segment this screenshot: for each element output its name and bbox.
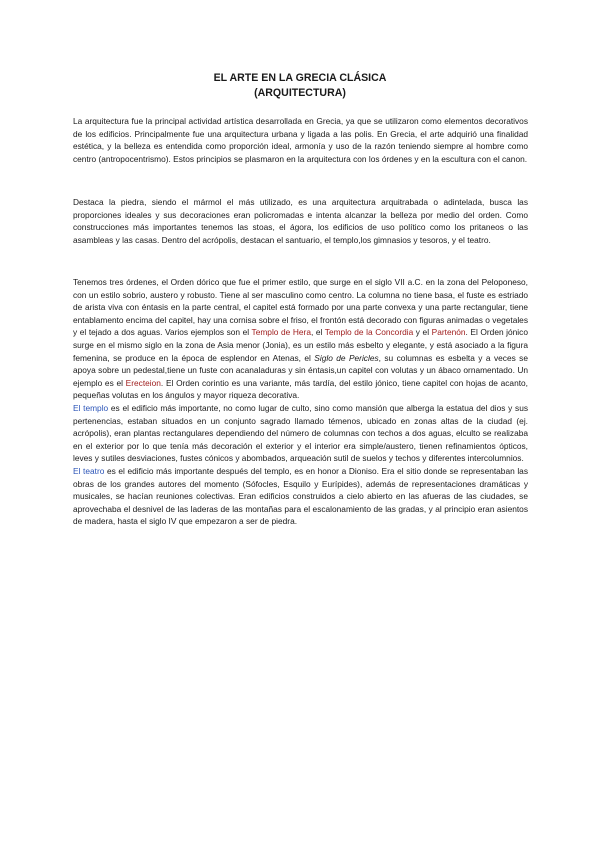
link-erecteion[interactable]: Erecteion: [125, 377, 161, 388]
title-line-1: EL ARTE EN LA GRECIA CLÁSICA: [213, 72, 387, 84]
orders-text-3: y el: [413, 327, 432, 338]
paragraph-theatre: [73, 465, 528, 528]
theatre-label: El teatro: [73, 465, 105, 476]
orders-text-4: . El Orden jónico surge en el mismo siglo en la zona de Asia menor (Jonia), es un estilo más esbelto y elegante, y está asociado a la figura femenina, se produce en la época de esplendor en Atenas, el: [73, 327, 528, 363]
link-partenon[interactable]: Partenón: [431, 327, 466, 338]
paragraph-intro: [73, 115, 528, 165]
paragraph-orders: [73, 276, 528, 402]
link-templo-de-hera[interactable]: Templo de Hera: [251, 327, 311, 338]
document-title: [0, 71, 600, 101]
siglo-de-pericles-text: Siglo de Pericles: [314, 352, 379, 363]
paragraph-materials-text: Destaca la piedra, siendo el mármol el más utilizado, es una arquitectura arquitrabada o adintelada, busca las proporciones ideales y sus decoraciones eran policromadas e intenta alcanzar la belleza por medio del orden. Como construcciones más importantes tenemos las stoas, el ágora, los edificios de uso político como los pritaneos o las asambleas y las casas. Dentro del acrópolis, destacan el santuario, el templo,los gimnasios y tesoros, y el teatro.: [73, 197, 528, 245]
orders-text-5: , su columnas es esbelta y a veces se apoya sobre un pedestal,tiene un fuste con acanaladuras y sin éntasis,un capitel con volutas y un ábaco ornamentado. Un ejemplo es el: [73, 352, 528, 388]
orders-text-2: , el: [310, 327, 325, 338]
paragraph-intro-text: La arquitectura fue la principal actividad artística desarrollada en Grecia, ya que se utilizaron como elementos decorativos de los edificios. Principalmente fue una arquitectura urbana y ligada a las polis. En Grecia, el arte adquirió una finalidad estética, y la belleza es entendida como proporción ideal, armonía y uso de la razón teniendo siempre al hombre como centro (antropocentrismo). Estos principios se plasmaron en la arquitectura con los órdenes y en la escultura con el canon.: [73, 116, 528, 164]
orders-text-6: . El Orden corintio es una variante, más tardía, del estilo jónico, tiene capitel con hojas de acanto, pequeñas volutas en los ángulos y mayor riqueza decorativa.: [73, 377, 528, 401]
orders-text-1: Tenemos tres órdenes, el Orden dórico que fue el primer estilo, que surge en el siglo VII a.C. en la zona del Peloponeso, con un estilo sobrio, austero y robusto. Tiene al ser masculino como centro. La columna no tiene basa, el fuste es estriado de arista viva con éntasis en la parte central, el capitel está formado por una parte convexa y una parte rectangular, tiene entablamento encima del capitel, hay una cornisa sobre el friso, el frontón está decorado con figuras animadas o vegetales y el tejado a dos aguas. Varios ejemplos son el: [73, 277, 528, 338]
paragraph-orders-block: [73, 276, 528, 528]
theatre-text: es el edificio más importante después del templo, es en honor a Dioniso. Era el sitio donde se representaban las obras de los grandes autores del momento (Sófocles, Esquilo y Eurípides), además de representaciones dramáticas y musicales, se hacían reuniones colectivas. Eran edificios construidos a cielo abierto en las afueras de las ciudades, se aprovechaba el desnivel de las laderas de las montañas para el escalonamiento de las gradas, y al principio eran asientos de madera, hasta el siglo IV que empezaron a ser de piedra.: [73, 465, 528, 527]
temple-text: es el edificio más importante, no como lugar de culto, sino como mansión que alberga la estatua del dios y sus pertenencias, estaban situados en un conjunto sagrado llamado témenos, ubicado en zonas altas de la ciudad (ej. acrópolis), eran plantas rectangulares dependiendo del número de columnas con techos a dos aguas, elculto se realizaba en el exterior por lo que tenía más decoración el exterior y el interior era simple/austero, tienen refinamientos ópticos, leves y sutiles desviaciones, fustes cónicos y abombados, arqueación sutil de suelos y techos y diferentes intercolumnios.: [73, 402, 529, 464]
paragraph-temple: [73, 402, 528, 465]
temple-label: El templo: [73, 402, 109, 413]
title-line-2: (ARQUITECTURA): [254, 87, 346, 99]
paragraph-materials: [73, 196, 528, 246]
link-templo-de-la-concordia[interactable]: Templo de la Concordia: [324, 327, 414, 338]
